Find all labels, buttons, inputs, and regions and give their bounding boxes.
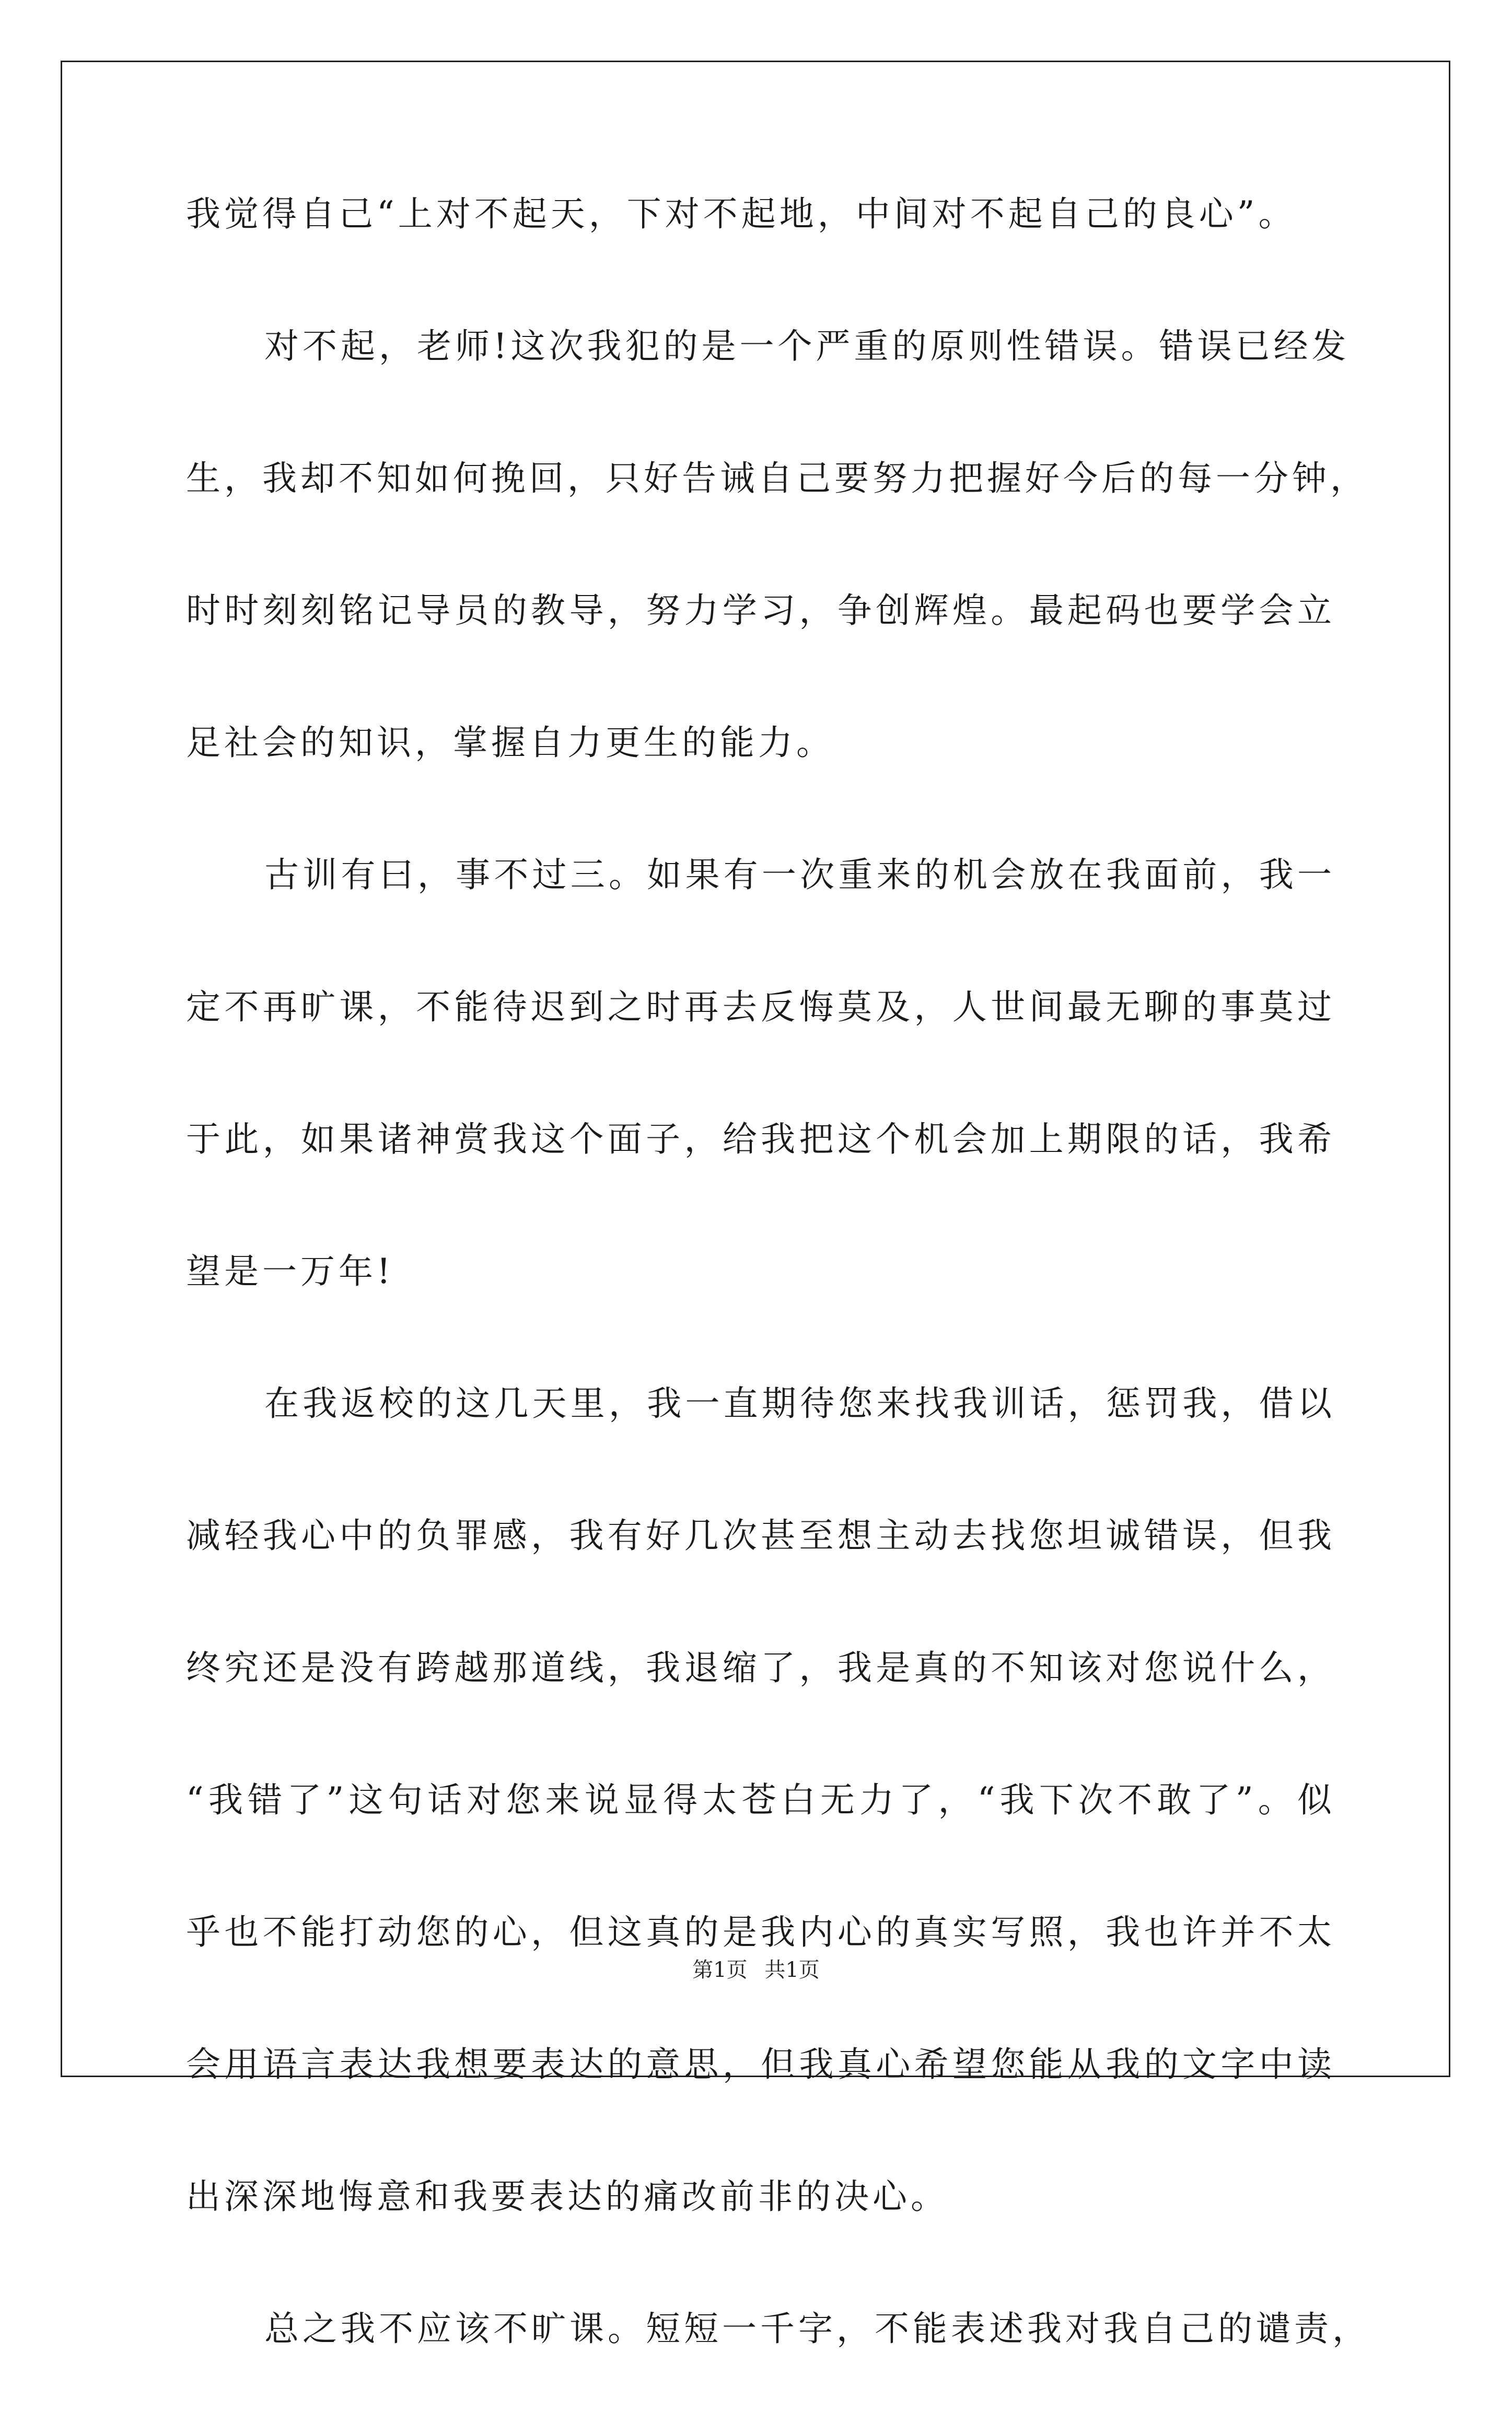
text-line: 会用语言表达我想要表达的意思，但我真心希望您能从我的文字中读 [186, 2044, 1335, 2084]
text-line: “我错了”这句话对您来说显得太苍白无力了，“我下次不敢了”。似 [186, 1780, 1335, 1820]
text-line: 时时刻刻铭记导员的教导，努力学习，争创辉煌。最起码也要学会立 [186, 590, 1335, 631]
text-line: 古训有曰，事不过三。如果有一次重来的机会放在我面前，我一 [264, 855, 1335, 895]
text-line: 我觉得自己“上对不起天，下对不起地，中间对不起自己的良心”。 [186, 194, 1297, 234]
text-line: 终究还是没有跨越那道线，我退缩了，我是真的不知该对您说什么， [186, 1648, 1335, 1688]
text-line: 生，我却不知如何挽回，只好告诫自己要努力把握好今后的每一分钟， [186, 458, 1368, 498]
text-line: 总之我不应该不旷课。短短一千字，不能表述我对我自己的谴责， [264, 2309, 1370, 2349]
page-number: 第1页 [692, 1958, 748, 1982]
text-line: 出深深地悔意和我要表达的痛改前非的决心。 [186, 2176, 949, 2217]
text-line: 于此，如果诸神赏我这个面子，给我把这个机会加上期限的话，我希 [186, 1119, 1335, 1159]
document-body [186, 188, 1370, 2435]
text-line: 减轻我心中的负罪感，我有好几次甚至想主动去找您坦诚错误，但我 [186, 1516, 1335, 1556]
page-footer [0, 1957, 1512, 1983]
page-total: 共1页 [764, 1958, 820, 1982]
text-line: 对不起，老师!这次我犯的是一个严重的原则性错误。错误已经发 [264, 326, 1350, 366]
text-line: 在我返校的这几天里，我一直期待您来找我训话，惩罚我，借以 [264, 1383, 1335, 1424]
text-line: 足社会的知识，掌握自力更生的能力。 [186, 723, 834, 763]
text-line: 定不再旷课，不能待迟到之时再去反悔莫及，人世间最无聊的事莫过 [186, 987, 1335, 1027]
text-line: 望是一万年! [186, 1251, 394, 1291]
text-line: 乎也不能打动您的心，但这真的是我内心的真实写照，我也许并不太 [186, 1912, 1335, 1952]
